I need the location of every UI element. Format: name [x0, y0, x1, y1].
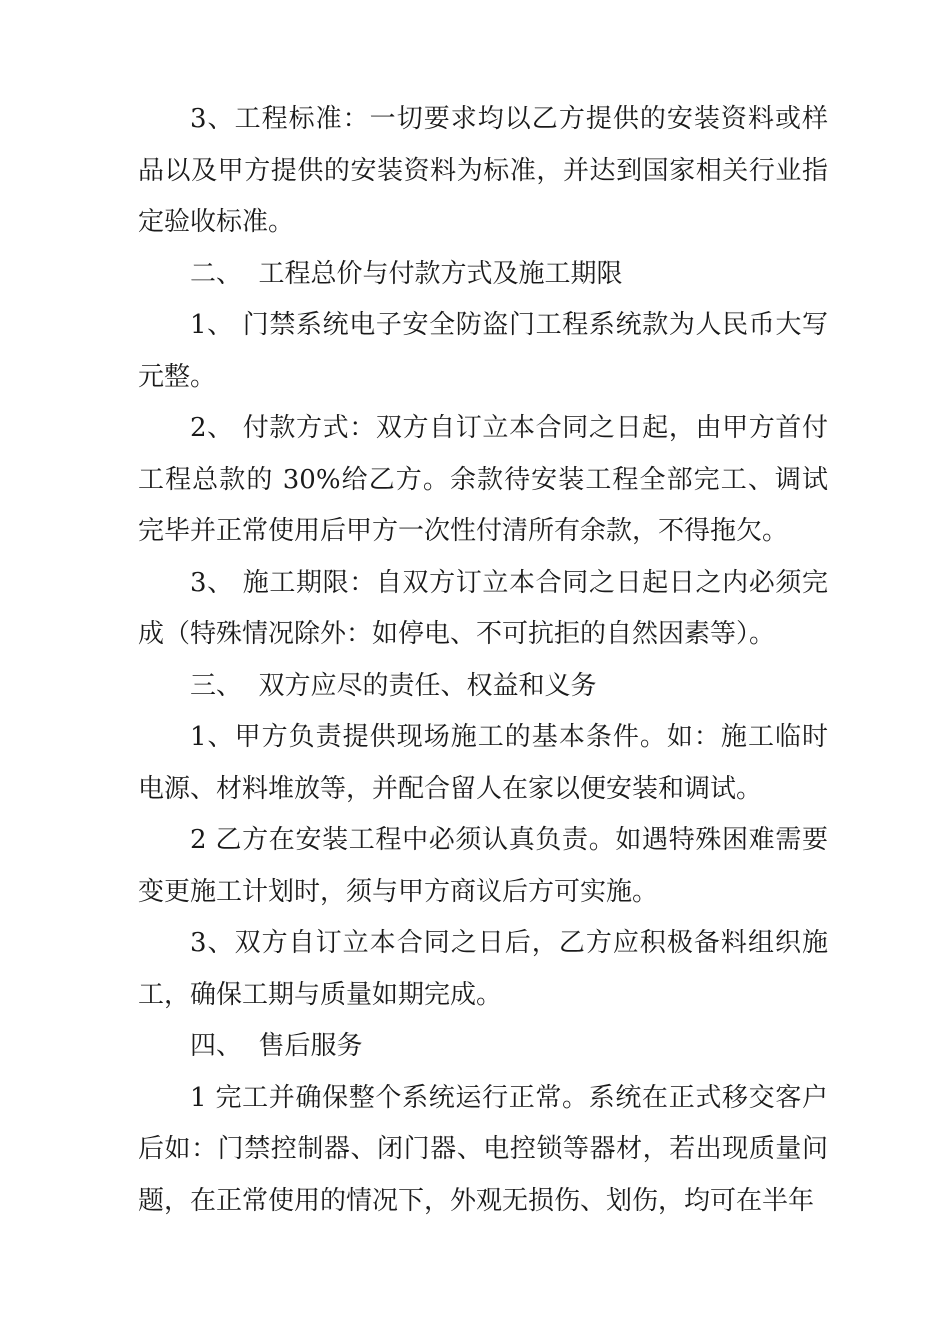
clause-after-sales: 1 完工并确保整个系统运行正常。系统在正式移交客户后如：门禁控制器、闭门器、电控锁等器材，若出现质量问题，在正常使用的情况下，外观无损伤、划伤，均可在半年: [138, 1082, 828, 1216]
clause-total-price: 1、 门禁系统电子安全防盗门工程系统款为人民币大写元整。: [138, 310, 828, 392]
section-heading-3: 三、 双方应尽的责任、权益和义务: [190, 670, 597, 701]
clause-party-a-duties: 1、甲方负责提供现场施工的基本条件。如：施工临时 电源、材料堆放等，并配合留人在家以便安装和调试。: [138, 722, 828, 804]
document-body: [138, 94, 828, 1227]
clause-construction-period: 3、 施工期限：自双方订立本合同之日起日之内必须完成（特殊情况除外：如停电、不可抗拒的自然因素等）。: [138, 567, 828, 649]
section-heading-2: 二、 工程总价与付款方式及施工期限: [190, 258, 623, 289]
section-heading-4: 四、 售后服务: [190, 1031, 363, 1061]
clause-payment-method: 2、 付款方式：双方自订立本合同之日起，由甲方首付工程总款的 30%给乙方。余款待安装工程全部完工、调试完毕并正常使用后甲方一次性付清所有余款，不得拖欠。: [138, 413, 828, 546]
clause-party-b-duties: 2 乙方在安装工程中必须认真负责。如遇特殊困难需要变更施工计划时，须与甲方商议后方可实施。: [138, 825, 828, 907]
clause-preparation: 3、双方自订立本合同之日后，乙方应积极备料组织施工，确保工期与质量如期完成。: [138, 928, 828, 1010]
clause-engineering-standard: 3、工程标准：一切要求均以乙方提供的安装资料或样 品以及甲方提供的安装资料为标准，并达到国家相关行业指 定验收标准。: [138, 104, 828, 237]
